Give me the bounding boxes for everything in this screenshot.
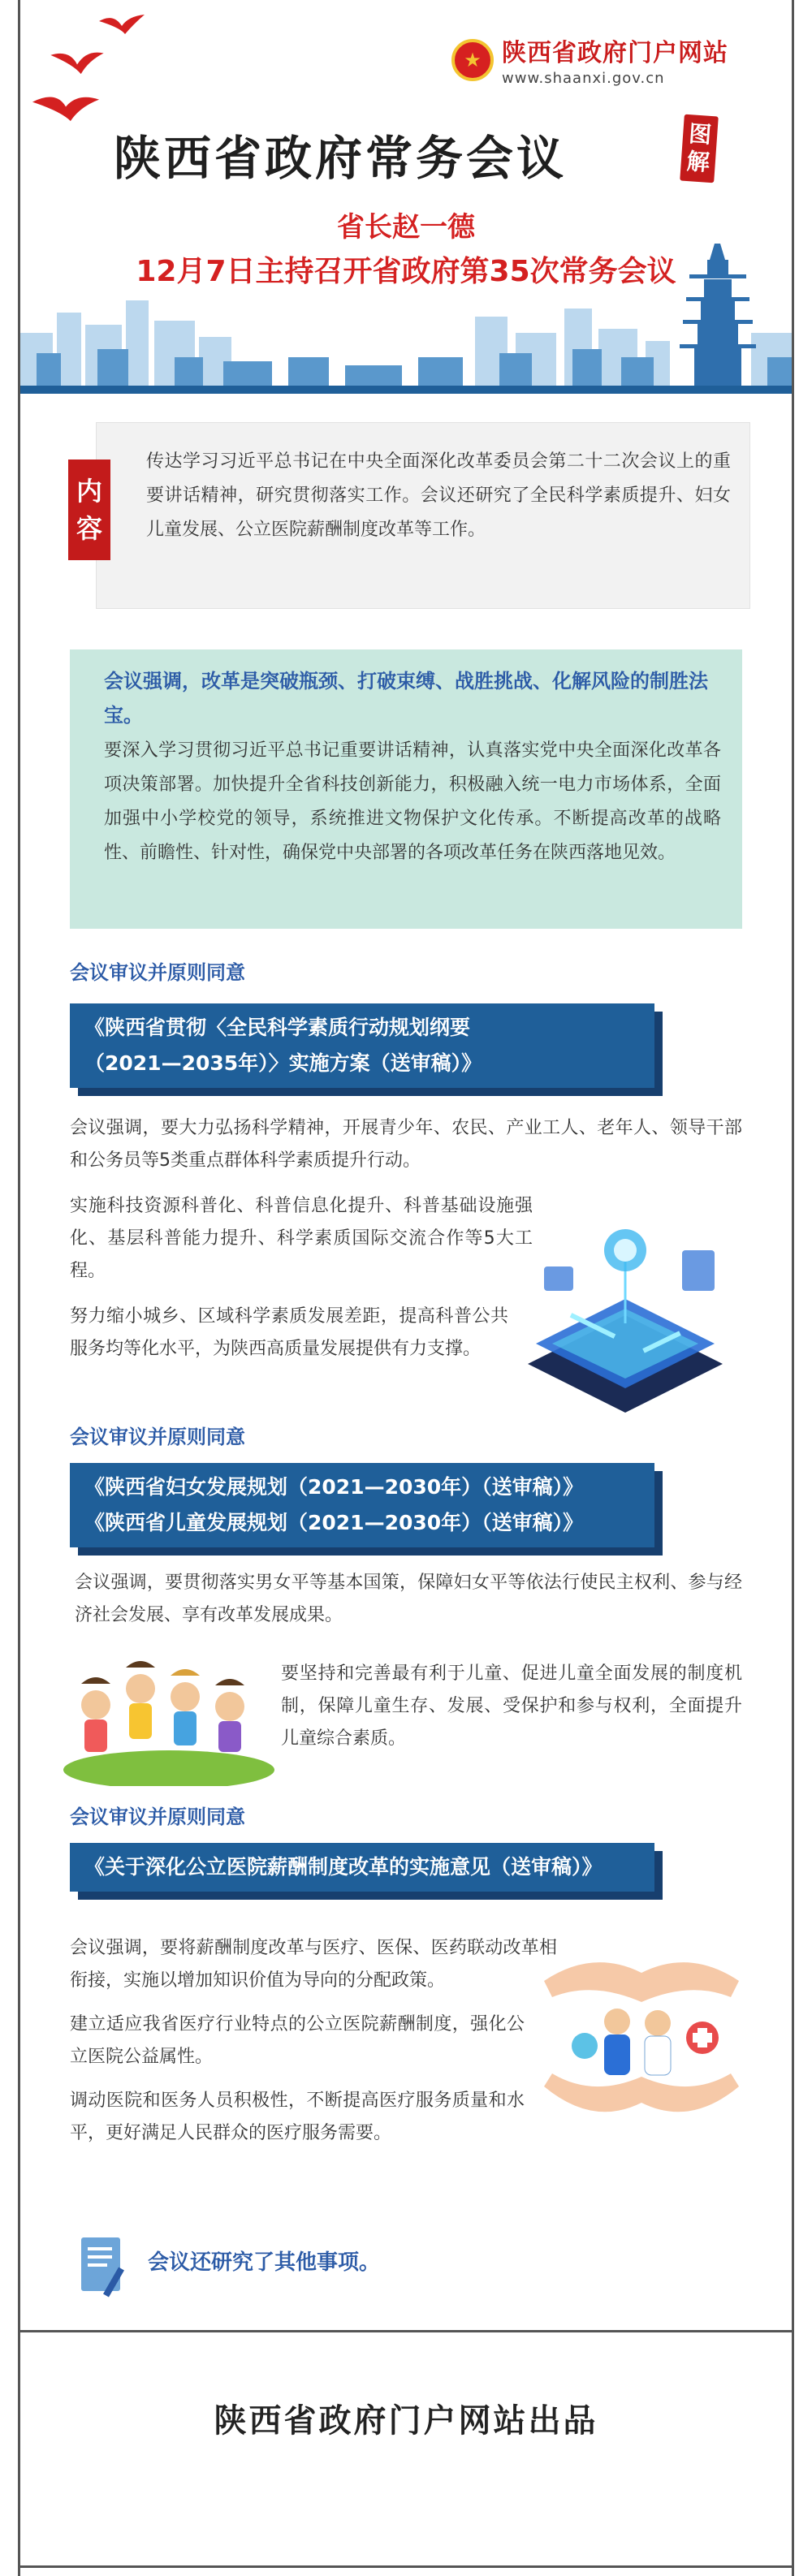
intro-text: 传达学习习近平总书记在中央全面深化改革委员会第二十二次会议上的重要讲话精神，研究贯彻落实工作。会议还研究了全民科学素质提升、妇女儿童发展、公立医院薪酬制度改革等工作。: [146, 451, 731, 540]
site-name: 陕西省政府门户网站: [502, 39, 728, 67]
science-tech-illustration: [520, 1218, 731, 1421]
document-title-bar: 《陕西省贯彻〈全民科学素质行动规划纲要 （2021—2035年）〉实施方案（送审稿）》: [70, 1003, 654, 1088]
section-paragraph: 努力缩小城乡、区域科学素质发展差距，提高科普公共服务均等化水平，为陕西高质量发展提供有力支撑。: [70, 1306, 508, 1359]
document-title-bar: 《关于深化公立医院薪酬制度改革的实施意见（送审稿）》: [70, 1843, 654, 1892]
document-title-bar: 《陕西省妇女发展规划（2021—2030年）（送审稿）》 《陕西省儿童发展规划（2021—2030年）（送审稿）》: [70, 1463, 654, 1547]
intro-tag: 内 容: [68, 460, 110, 560]
emphasis-body: 要深入学习贯彻习近平总书记重要讲话精神，认真落实党中央全面深化改革各项决策部署。加快提升全省科技创新能力，积极融入统一电力市场体系，全面加强中小学校党的领导，系统推进文物保护文化传承。不断提高改革的战略性、前瞻性、针对性，确保党中央部署的各项改革任务在陕西落地见效。: [104, 740, 721, 863]
footer-divider: [18, 2330, 794, 2332]
bird-icon: [97, 13, 146, 37]
national-emblem-icon: ★: [451, 39, 494, 81]
section-paragraph: 建立适应我省医疗行业特点的公立医院薪酬制度，强化公立医院公益属性。: [70, 2014, 525, 2067]
subtitle-meeting: 12月7日主持召开省政府第35次常务会议: [136, 255, 676, 288]
section-paragraph: 会议强调，要大力弘扬科学精神，开展青少年、农民、产业工人、老年人、领导干部和公务员等5类重点群体科学素质提升行动。: [70, 1118, 742, 1171]
document-icon: [75, 2231, 132, 2301]
page-title: 陕西省政府常务会议: [114, 131, 568, 186]
subtitle-governor: 省长赵一德: [337, 211, 475, 244]
bird-icon: [49, 45, 106, 78]
section-label: 会议审议并原则同意: [70, 961, 245, 984]
children-illustration: [63, 1648, 274, 1786]
section-paragraph: 会议强调，要将薪酬制度改革与医疗、医保、医药联动改革相衔接，实施以增加知识价值为导向的分配政策。: [70, 1938, 557, 1991]
bottom-divider: [18, 2565, 794, 2568]
healthcare-illustration: [536, 1948, 747, 2127]
section-label: 会议审议并原则同意: [70, 1806, 245, 1828]
section-paragraph: 实施科技资源科普化、科普信息化提升、科普基础设施强化、基层科普能力提升、科学素质国际交流合作等5大工程。: [70, 1196, 533, 1281]
site-logo[interactable]: [451, 32, 728, 87]
emphasis-headline: 会议强调，改革是突破瓶颈、打破束缚、战胜挑战、化解风险的制胜法宝。: [104, 670, 708, 727]
section-paragraph: 调动医院和医务人员积极性，不断提高医疗服务质量和水平，更好满足人民群众的医疗服务需要。: [70, 2091, 525, 2143]
section-label: 会议审议并原则同意: [70, 1426, 245, 1448]
section-paragraph: 要坚持和完善最有利于儿童、促进儿童全面发展的制度机制，保障儿童生存、发展、受保护和参与权利，全面提升儿童综合素质。: [281, 1663, 742, 1749]
site-url: www.shaanxi.gov.cn: [502, 70, 665, 87]
bird-icon: [29, 88, 102, 123]
closing-note: 会议还研究了其他事项。: [148, 2250, 381, 2275]
infographic-badge: 图 解: [680, 114, 719, 183]
header: [0, 0, 812, 398]
section-paragraph: 会议强调，要贯彻落实男女平等基本国策，保障妇女平等依法行使民主权利、参与经济社会发展、享有改革发展成果。: [75, 1573, 742, 1625]
footer-credit: 陕西省政府门户网站出品: [214, 2402, 598, 2440]
